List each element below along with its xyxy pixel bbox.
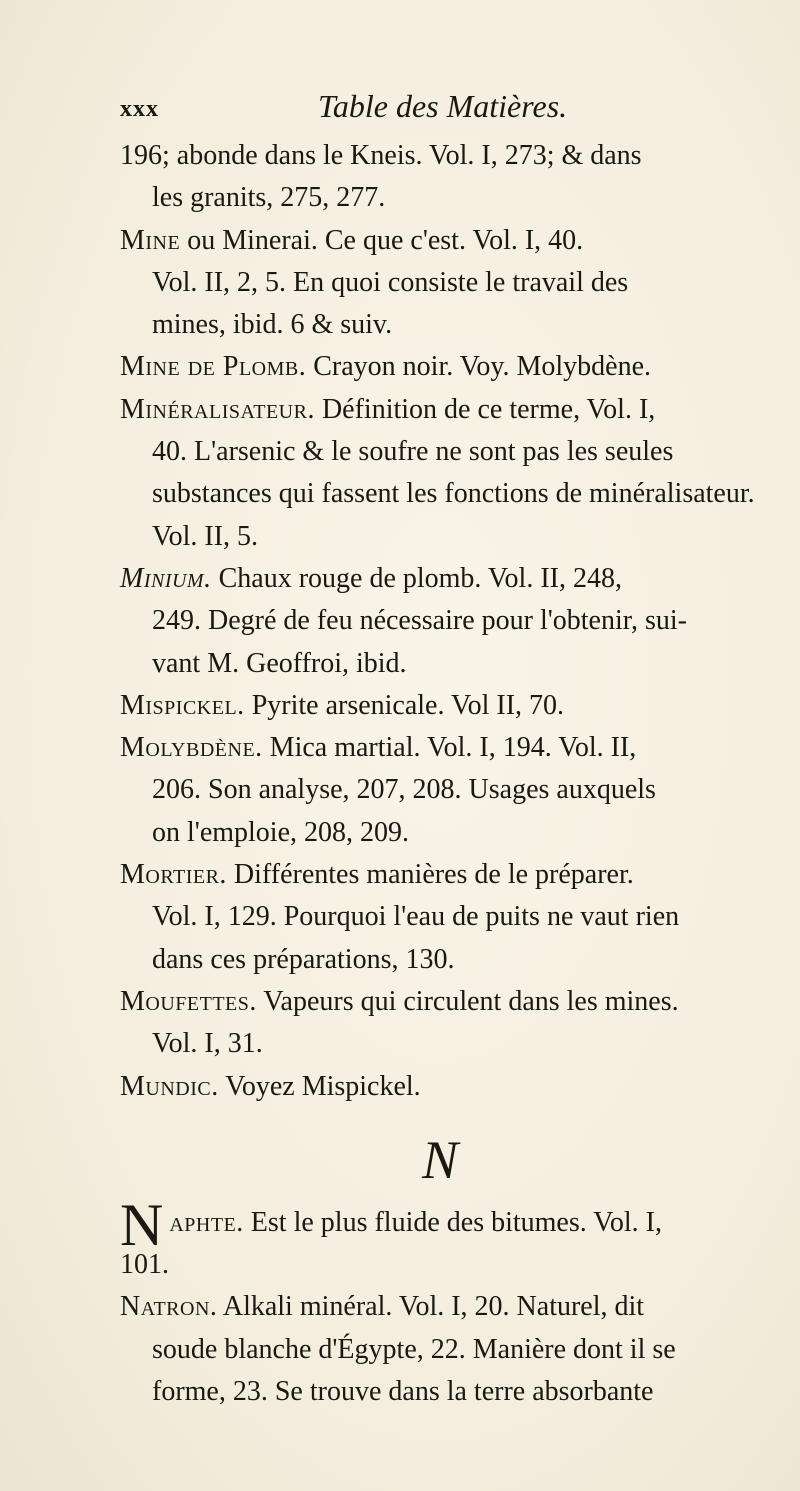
entry-line: substances qui fassent les fonctions de minéralisateur. <box>152 478 755 510</box>
index-entry <box>120 981 760 1066</box>
entry-text: Crayon noir. Voy. Molybdène. <box>306 351 652 383</box>
entry-text: ou Minerai. Ce que c'est. Vol. I, 40. <box>180 224 584 256</box>
index-entry <box>120 135 760 220</box>
entry-text: Définition de ce terme, Vol. I, <box>314 393 656 425</box>
entry-line: on l'emploie, 208, 209. <box>152 816 410 848</box>
index-entry <box>120 346 760 388</box>
entry-line: 249. Degré de feu nécessaire pour l'obtenir, sui- <box>152 605 687 637</box>
entry-line: mines, ibid. 6 & suiv. <box>152 309 393 341</box>
entry-text: Différentes manières de le préparer. <box>226 859 634 891</box>
entry-headword: Mundic. <box>120 1070 219 1102</box>
entry-headword: Natron. <box>120 1291 218 1323</box>
entry-text: Est le plus fluide des bitumes. Vol. I, <box>243 1206 662 1238</box>
drop-cap: N <box>120 1191 164 1258</box>
page-header <box>120 88 680 128</box>
entry-headword: Mortier. <box>120 859 227 891</box>
index-entry <box>120 558 760 685</box>
entry-text: Voyez Mispickel. <box>218 1070 421 1102</box>
entry-line: les granits, 275, 277. <box>152 182 386 214</box>
entry-headword: Mine de Plomb. <box>120 351 307 383</box>
index-text <box>120 135 760 1413</box>
entry-text: Chaux rouge de plomb. Vol. II, 248, <box>211 562 622 594</box>
entry-text: Alkali minéral. Vol. I, 20. Naturel, dit <box>217 1291 645 1323</box>
running-title: Table des Matières. <box>318 88 568 124</box>
entry-line: vant M. Geoffroi, ibid. <box>152 647 407 679</box>
entry-text: Vapeurs qui circulent dans les mines. <box>256 985 679 1017</box>
entry-line: 196; abonde dans le Kneis. Vol. I, 273; & dans <box>120 140 642 171</box>
index-entry <box>120 727 760 854</box>
index-entry <box>120 1191 760 1287</box>
index-entry <box>120 1066 760 1108</box>
entry-headword: Mine <box>120 224 181 256</box>
entry-line: Vol. I, 31. <box>152 1028 263 1060</box>
entry-headword: Minium. <box>120 562 212 594</box>
entry-line: 101. <box>120 1249 169 1281</box>
index-entry <box>120 1286 760 1413</box>
entry-text: Pyrite arsenicale. Vol II, 70. <box>244 689 565 721</box>
page-folio: xxx <box>120 96 159 122</box>
entry-headword: aphte. <box>169 1206 244 1238</box>
entry-line: Vol. I, 129. Pourquoi l'eau de puits ne vaut rien <box>152 901 680 933</box>
entry-headword: Minéralisateur. <box>120 393 315 425</box>
entry-headword: Molybdène. <box>120 732 263 764</box>
entry-line: Vol. II, 2, 5. En quoi consiste le travail des <box>152 266 629 298</box>
entry-text: Mica martial. Vol. I, 194. Vol. II, <box>262 732 637 764</box>
index-entry <box>120 854 760 981</box>
entry-line: dans ces préparations, 130. <box>152 943 455 975</box>
index-entry <box>120 389 760 558</box>
index-entry <box>120 220 760 347</box>
index-entry <box>120 685 760 727</box>
entry-line: soude blanche d'Égypte, 22. Manière dont il se <box>152 1333 676 1365</box>
entry-line: 206. Son analyse, 207, 208. Usages auxquels <box>152 774 656 806</box>
entry-headword: Moufettes. <box>120 985 257 1017</box>
entry-line: Vol. II, 5. <box>152 520 259 552</box>
entry-line: forme, 23. Se trouve dans la terre absorbante <box>152 1376 654 1408</box>
entry-headword: Mispickel. <box>120 689 245 721</box>
section-letter: N <box>421 1129 459 1190</box>
entry-line: 40. L'arsenic & le soufre ne sont pas les seules <box>152 436 674 468</box>
